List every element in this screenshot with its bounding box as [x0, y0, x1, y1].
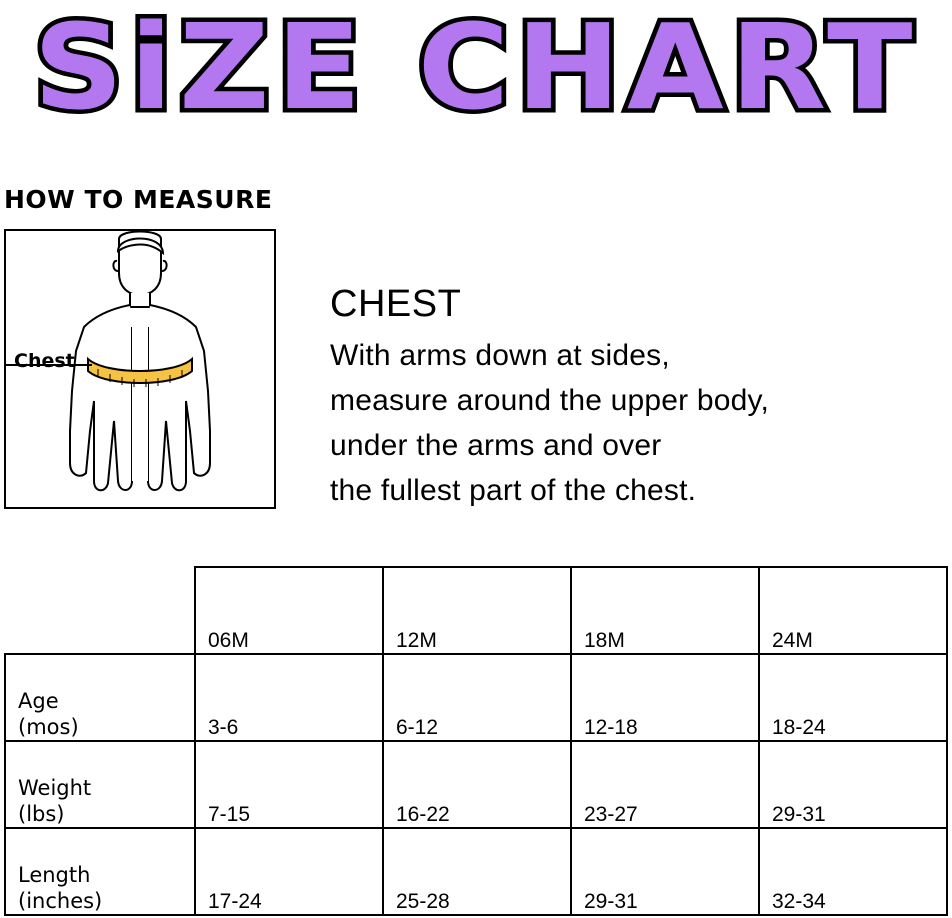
table-column-header: 18M — [571, 567, 759, 654]
table-column-header: 24M — [759, 567, 947, 654]
row-label-line-1: Weight — [18, 775, 92, 800]
table-cell: 17-24 — [195, 828, 383, 915]
table-cell: 18-24 — [759, 654, 947, 741]
instruction-line-2: measure around the upper body, — [330, 383, 770, 417]
table-cell: 16-22 — [383, 741, 571, 828]
measurement-instructions — [330, 333, 940, 513]
page-title-banner — [0, 0, 952, 150]
size-table — [4, 566, 948, 916]
table-column-header: 12M — [383, 567, 571, 654]
row-label — [5, 828, 195, 915]
row-label-line-2: (lbs) — [18, 801, 65, 826]
table-header-row — [5, 567, 947, 654]
table-row — [5, 741, 947, 828]
row-label — [5, 654, 195, 741]
table-cell: 32-34 — [759, 828, 947, 915]
table-corner-cell — [5, 567, 195, 654]
instruction-line-3: under the arms and over — [330, 428, 662, 462]
table-cell: 29-31 — [571, 828, 759, 915]
how-to-measure-heading: HOW TO MEASURE — [4, 185, 273, 214]
table-row — [5, 828, 947, 915]
row-label-line-1: Length — [18, 862, 91, 887]
table-cell: 3-6 — [195, 654, 383, 741]
row-label-line-1: Age — [18, 688, 59, 713]
table-cell: 23-27 — [571, 741, 759, 828]
table-cell: 12-18 — [571, 654, 759, 741]
row-label-line-2: (inches) — [18, 888, 103, 913]
page-title: SiZE CHART — [33, 0, 919, 136]
chest-figure-label: Chest — [14, 350, 75, 372]
instruction-line-1: With arms down at sides, — [330, 338, 670, 372]
table-cell: 29-31 — [759, 741, 947, 828]
measurement-description — [330, 285, 940, 513]
table-cell: 25-28 — [383, 828, 571, 915]
table-row — [5, 654, 947, 741]
row-label-line-2: (mos) — [18, 714, 79, 739]
table-column-header: 06M — [195, 567, 383, 654]
table-cell: 6-12 — [383, 654, 571, 741]
table-cell: 7-15 — [195, 741, 383, 828]
row-label — [5, 741, 195, 828]
measurement-name: CHEST — [330, 283, 462, 325]
instruction-line-4: the fullest part of the chest. — [330, 473, 697, 507]
